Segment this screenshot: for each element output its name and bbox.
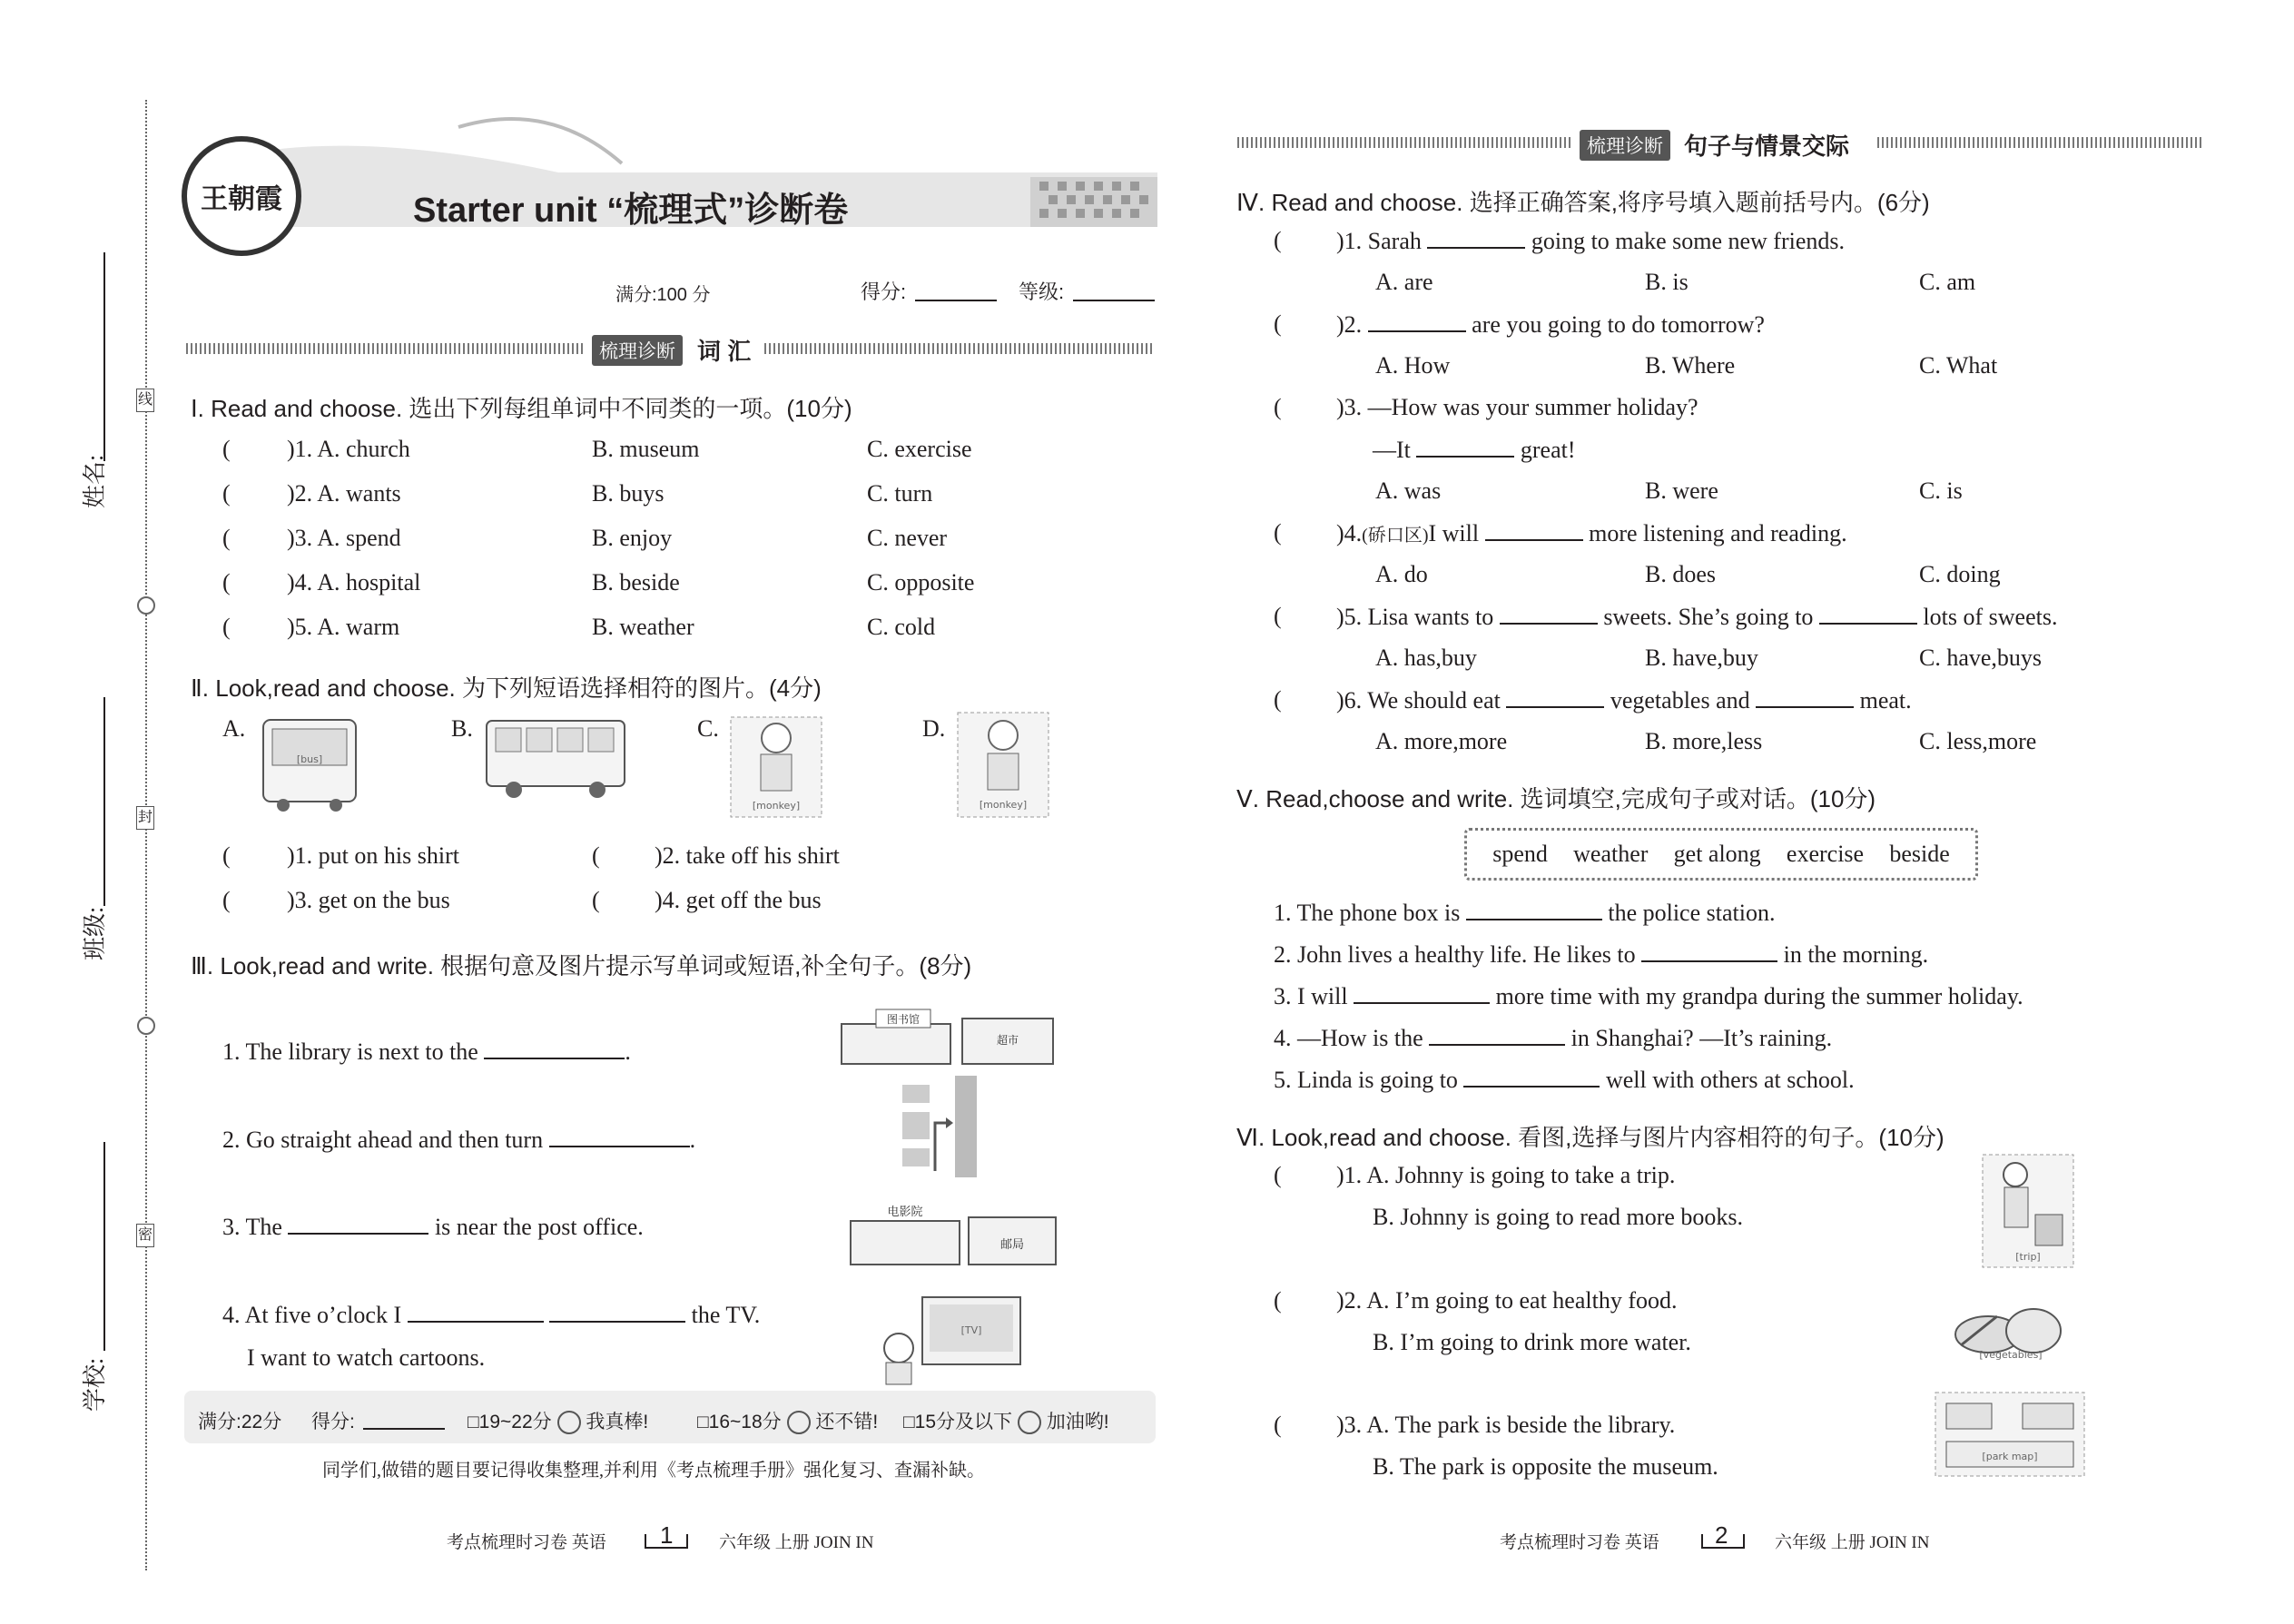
sec4-q5-blank-1[interactable]: [1500, 603, 1598, 625]
vocab-bar-tag: 梳理诊断: [592, 335, 683, 366]
sec4-q1-blank[interactable]: [1427, 227, 1525, 249]
sec2-heading: Ⅱ. Look,read and choose. 为下列短语选择相符的图片。(4分): [191, 674, 822, 702]
sec4-q5-blank-2[interactable]: [1819, 603, 1917, 625]
sec4-q6-opt-a: A. more,more: [1375, 728, 1508, 754]
sec4-heading: Ⅳ. Read and choose. 选择正确答案,将序号填入题前括号内。(6分): [1236, 189, 1930, 216]
neutral-face-icon: [787, 1411, 811, 1434]
vocab-bar-title: 词 汇: [697, 338, 752, 365]
score-blank[interactable]: [915, 300, 997, 301]
sec1-q4-b: B. beside: [592, 569, 680, 595]
brand-logo: [182, 136, 301, 256]
name-label: 姓名:: [82, 454, 108, 508]
sec4-q6-opt-b: B. more,less: [1645, 728, 1763, 754]
sec2-q1: )1. put on his shirt: [287, 842, 459, 869]
boy-with-suitcase-image: [1979, 1151, 2077, 1271]
svg-text:[monkey]: [monkey]: [979, 799, 1028, 811]
footer-right-grade: 六年级 上册 JOIN IN: [1775, 1533, 1930, 1552]
sec4-q6-paren: (: [1274, 686, 1282, 713]
sec5-q4: 4. —How is the in Shanghai? —It’s raining.: [1274, 1025, 1833, 1051]
sec1-q1-a: )1. A. church: [287, 436, 410, 462]
score-bar-opt2: □16~18分 还不错!: [697, 1407, 878, 1434]
sentence-bar-tag: 梳理诊断: [1580, 130, 1670, 161]
sec4-q6-blank-1[interactable]: [1506, 686, 1604, 708]
sec3-q4-blank-1[interactable]: [408, 1301, 544, 1323]
svg-text:[park map]: [park map]: [1982, 1451, 2038, 1462]
sec6-q3-b: B. The park is opposite the museum.: [1373, 1453, 1718, 1480]
score-bar-opt1: □19~22分 我真棒!: [468, 1407, 648, 1434]
cheer-face-icon: [1018, 1411, 1041, 1434]
binding-line: [145, 100, 147, 1570]
sec3-q4-blank-2[interactable]: [549, 1301, 685, 1323]
sentence-bar-dots-right: [1877, 137, 2204, 148]
name-field-line: [103, 252, 105, 461]
sec6-q3-a: )3. A. The park is beside the library.: [1336, 1412, 1676, 1438]
sec2-q3: )3. get on the bus: [287, 887, 450, 913]
sec3-q1: 1. The library is next to the .: [222, 1038, 631, 1065]
sec4-q4-paren: (: [1274, 519, 1282, 546]
library-sign: 图书馆: [886, 1013, 921, 1026]
sec6-q1-a: )1. A. Johnny is going to take a trip.: [1336, 1162, 1676, 1188]
svg-text:[monkey]: [monkey]: [752, 800, 801, 812]
margin-dot-2: [137, 1017, 155, 1035]
monkey-putting-on-shirt-image: [726, 713, 826, 822]
sec4-q3-opt-b: B. were: [1645, 477, 1718, 504]
sec4-q5-opt-c: C. have,buys: [1919, 645, 2043, 671]
sentence-bar-dots-left: [1237, 137, 1573, 148]
footer-right-text: 考点梳理时习卷 英语: [1500, 1533, 1659, 1552]
sec6-q1-paren: (: [1274, 1162, 1282, 1188]
smile-face-icon: [557, 1411, 581, 1434]
sec2-pic-c-label: C.: [697, 715, 719, 742]
sec4-q2: )2. are you going to do tomorrow?: [1336, 311, 1765, 338]
footer-right-page: 2: [1715, 1521, 1728, 1549]
sec4-q1-opt-c: C. am: [1919, 269, 1976, 295]
sec4-q1-opt-b: B. is: [1645, 269, 1689, 295]
score-bar-opt3: □15分及以下 加油哟!: [903, 1407, 1109, 1434]
sec1-q1-c: C. exercise: [867, 436, 972, 462]
reminder-text: 同学们,做错的题目要记得收集整理,并利用《考点梳理手册》强化复习、查漏补缺。: [322, 1461, 985, 1481]
sec6-q1-b: B. Johnny is going to read more books.: [1373, 1204, 1744, 1230]
library-supermarket-image: [840, 997, 1058, 1068]
sec3-q1-blank[interactable]: [484, 1038, 625, 1059]
sec1-q3-a: )3. A. spend: [287, 525, 401, 551]
sec4-q4-opt-a: A. do: [1375, 561, 1428, 587]
sec3-q3: 3. The is near the post office.: [222, 1214, 644, 1240]
sec1-q3: (: [222, 525, 231, 551]
sec1-q2-b: B. buys: [592, 480, 665, 507]
sec1-q2-c: C. turn: [867, 480, 933, 507]
boy-watching-tv-image: [871, 1294, 1026, 1386]
sec4-q3-opt-a: A. was: [1375, 477, 1442, 504]
sec1-q3-c: C. never: [867, 525, 948, 551]
monkey-taking-off-shirt-image: [953, 708, 1053, 822]
sec5-q2: 2. John lives a healthy life. He likes to in the morning.: [1274, 941, 1929, 968]
school-label: 学校:: [82, 1357, 108, 1412]
sec4-q3-opt-c: C. is: [1919, 477, 1963, 504]
sec1-q3-b: B. enjoy: [592, 525, 673, 551]
sec4-q2-opt-c: C. What: [1919, 352, 1998, 379]
sec2-q3-paren: (: [222, 887, 231, 913]
word-bank-item: weather: [1573, 841, 1649, 867]
school-field-line: [103, 1142, 105, 1351]
sec5-q1-blank[interactable]: [1466, 899, 1602, 920]
post-office-sign: 邮局: [999, 1238, 1025, 1252]
sec4-q5: )5. Lisa wants to sweets. She’s going to lots of sweets.: [1336, 604, 2058, 630]
sec2-q1-paren: (: [222, 842, 231, 869]
cinema-post-office-image: [849, 1203, 1059, 1268]
cut-mark-seal: 封: [136, 806, 154, 830]
sec1-q1: (: [222, 436, 231, 462]
sec4-q5-opt-b: B. have,buy: [1645, 645, 1758, 671]
sec4-q4-opt-c: C. doing: [1919, 561, 2001, 587]
word-bank: [1464, 828, 1978, 881]
sec2-pic-b-label: B.: [451, 715, 473, 742]
bus-side-image: [483, 715, 628, 802]
bus-front-image: [256, 713, 363, 814]
vocab-bar-dots-left: [186, 343, 586, 354]
sec4-q2-blank[interactable]: [1368, 310, 1466, 332]
sec1-q4-c: C. opposite: [867, 569, 975, 595]
score-label: 得分:: [861, 281, 907, 303]
sec6-heading: Ⅵ. Look,read and choose. 看图,选择与图片内容相符的句子。(10分): [1236, 1124, 1944, 1151]
sec4-q2-opt-a: A. How: [1375, 352, 1451, 379]
sec6-q3-paren: (: [1274, 1412, 1282, 1438]
sec4-q3-paren: (: [1274, 394, 1282, 420]
sec5-heading: Ⅴ. Read,choose and write. 选词填空,完成句子或对话。(10分): [1236, 785, 1876, 812]
cinema-sign: 电影院: [887, 1206, 923, 1219]
sec1-q5-c: C. cold: [867, 614, 936, 640]
sec1-q2: (: [222, 480, 231, 507]
grade-blank[interactable]: [1073, 300, 1155, 301]
sec4-q4-blank[interactable]: [1485, 519, 1583, 541]
sec2-pic-d-label: D.: [922, 715, 946, 742]
sec3-q4: 4. At five o’clock I the TV.: [222, 1302, 761, 1328]
sec4-q6-blank-2[interactable]: [1756, 686, 1854, 708]
footer-left-text: 考点梳理时习卷 英语: [447, 1533, 606, 1552]
sec1-q5-a: )5. A. warm: [287, 614, 400, 640]
sec4-q6-opt-c: C. less,more: [1919, 728, 2037, 754]
turn-right-arrow-image: [899, 1076, 989, 1180]
district-tag: (硚口区): [1362, 526, 1429, 546]
sec1-q4: (: [222, 569, 231, 595]
sec5-q4-blank[interactable]: [1429, 1024, 1565, 1046]
sec3-q3-blank[interactable]: [288, 1213, 428, 1235]
sec4-q2-paren: (: [1274, 310, 1282, 337]
sec4-q1: )1. Sarah going to make some new friends.: [1336, 228, 1846, 254]
vegetables-image: [1943, 1289, 2079, 1362]
svg-text:[bus]: [bus]: [296, 753, 323, 765]
sec4-q4-opt-b: B. does: [1645, 561, 1716, 587]
sec4-q6: )6. We should eat vegetables and meat.: [1336, 687, 1912, 714]
svg-text:[TV]: [TV]: [960, 1324, 982, 1336]
sec6-q2-paren: (: [1274, 1287, 1282, 1314]
brand-name: 王朝霞: [201, 184, 282, 214]
sec3-heading: Ⅲ. Look,read and write. 根据句意及图片提示写单词或短语,补全句子。(8分): [191, 952, 972, 979]
sentence-bar-title: 句子与情景交际: [1684, 133, 1850, 160]
supermarket-sign: 超市: [996, 1034, 1019, 1047]
sec5-q5-blank[interactable]: [1463, 1066, 1600, 1088]
sec5-q3-blank[interactable]: [1354, 982, 1490, 1004]
sec4-q3: )3. —How was your summer holiday?: [1336, 394, 1698, 420]
sec6-q2-a: )2. A. I’m going to eat healthy food.: [1336, 1287, 1678, 1314]
sec2-q2-paren: (: [592, 842, 600, 869]
score-bar-blank[interactable]: [363, 1428, 445, 1430]
class-field-line: [103, 697, 105, 906]
sec4-q3-blank[interactable]: [1416, 436, 1514, 458]
sec5-q5: 5. Linda is going to well with others at school.: [1274, 1067, 1855, 1093]
word-bank-item: spend: [1492, 841, 1548, 867]
word-bank-item: get along: [1673, 841, 1761, 867]
margin-dot-1: [137, 596, 155, 615]
sec4-q2-opt-b: B. Where: [1645, 352, 1736, 379]
sec1-q5: (: [222, 614, 231, 640]
sec3-q2-blank[interactable]: [549, 1126, 690, 1147]
sec1-q4-a: )4. A. hospital: [287, 569, 421, 595]
sec5-q3: 3. I will more time with my grandpa during the summer holiday.: [1274, 983, 2023, 1009]
cut-mark-line: 线: [136, 389, 154, 412]
svg-text:[trip]: [trip]: [2015, 1251, 2041, 1263]
sec4-q3-line2: —It great!: [1373, 437, 1576, 463]
sec3-q2: 2. Go straight ahead and then turn .: [222, 1127, 696, 1153]
sec1-heading: Ⅰ. Read and choose. 选出下列每组单词中不同类的一项。(10分): [191, 395, 852, 422]
full-score: 满分:100 分: [615, 285, 711, 305]
sec2-q4: )4. get off the bus: [655, 887, 822, 913]
score-bar-score: 得分:: [311, 1412, 355, 1432]
cut-mark-close: 密: [136, 1224, 154, 1247]
page-title: Starter unit “梳理式”诊断卷: [413, 192, 849, 230]
park-map-image: [1932, 1389, 2088, 1480]
word-bank-item: beside: [1889, 841, 1950, 867]
sec1-q2-a: )2. A. wants: [287, 480, 401, 507]
sec4-q5-paren: (: [1274, 603, 1282, 629]
sec2-pic-a-label: A.: [222, 715, 246, 742]
vocab-bar-dots-right: [764, 343, 1155, 354]
sec1-q5-b: B. weather: [592, 614, 694, 640]
footer-left-grade: 六年级 上册 JOIN IN: [719, 1533, 874, 1552]
sec4-q4: )4.(硚口区)I will more listening and reading.: [1336, 520, 1847, 546]
sec4-q1-opt-a: A. are: [1375, 269, 1433, 295]
sec5-q2-blank[interactable]: [1641, 940, 1777, 962]
sec6-q2-b: B. I’m going to drink more water.: [1373, 1329, 1691, 1355]
sec1-q1-b: B. museum: [592, 436, 700, 462]
word-bank-item: exercise: [1786, 841, 1865, 867]
svg-text:[vegetables]: [vegetables]: [1979, 1349, 2043, 1361]
sec5-q1: 1. The phone box is the police station.: [1274, 900, 1776, 926]
sec2-q4-paren: (: [592, 887, 600, 913]
sec2-q2: )2. take off his shirt: [655, 842, 840, 869]
grade-label: 等级:: [1019, 281, 1065, 303]
sec3-q4-line2: I want to watch cartoons.: [247, 1344, 486, 1371]
class-label: 班级:: [82, 906, 108, 960]
score-bar-full: 满分:22分: [198, 1412, 282, 1432]
sec4-q1-paren: (: [1274, 227, 1282, 253]
sec4-q5-opt-a: A. has,buy: [1375, 645, 1477, 671]
footer-left-page: 1: [660, 1521, 674, 1549]
